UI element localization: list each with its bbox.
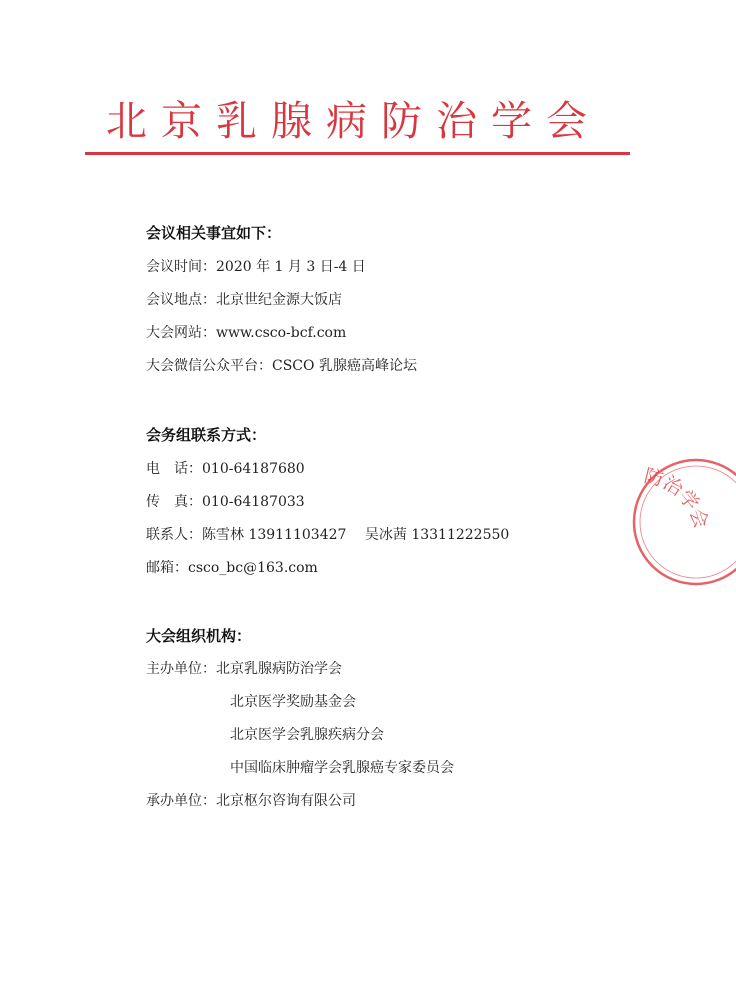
meeting-section-heading: 会议相关事宜如下： xyxy=(146,224,282,242)
contact-email: 邮箱：csco_bc@163.com xyxy=(146,560,318,576)
contact-phone: 电 话：010-64187680 xyxy=(146,461,305,477)
host-organizer-4: 中国临床肿瘤学会乳腺癌专家委员会 xyxy=(230,760,454,776)
contact-fax: 传 真：010-64187033 xyxy=(146,494,305,510)
meeting-wechat: 大会微信公众平台：CSCO 乳腺癌高峰论坛 xyxy=(146,358,417,374)
official-seal xyxy=(616,452,736,590)
contact-section-heading: 会务组联系方式： xyxy=(146,426,267,444)
seal-text: 防治学会 xyxy=(641,464,713,532)
meeting-location: 会议地点：北京世纪金源大饭店 xyxy=(146,292,342,308)
letterhead-rule xyxy=(85,152,630,155)
organizers-section-heading: 大会组织机构： xyxy=(146,627,252,645)
svg-text:防治学会 xyxy=(642,465,712,531)
host-organizer-2: 北京医学奖励基金会 xyxy=(230,694,356,710)
meeting-time: 会议时间：2020 年 1 月 3 日-4 日 xyxy=(146,259,366,275)
contact-persons: 联系人：陈雪林 13911103427 吴冰茜 13311222550 xyxy=(146,527,510,543)
host-organizer-1: 主办单位：北京乳腺病防治学会 xyxy=(146,661,342,677)
host-organizer-3: 北京医学会乳腺疾病分会 xyxy=(230,727,384,743)
meeting-website: 大会网站：www.csco-bcf.com xyxy=(146,325,347,341)
letterhead-title: 北京乳腺病防治学会 xyxy=(106,97,601,145)
undertaking-organizer: 承办单位：北京枢尔咨询有限公司 xyxy=(146,793,356,809)
